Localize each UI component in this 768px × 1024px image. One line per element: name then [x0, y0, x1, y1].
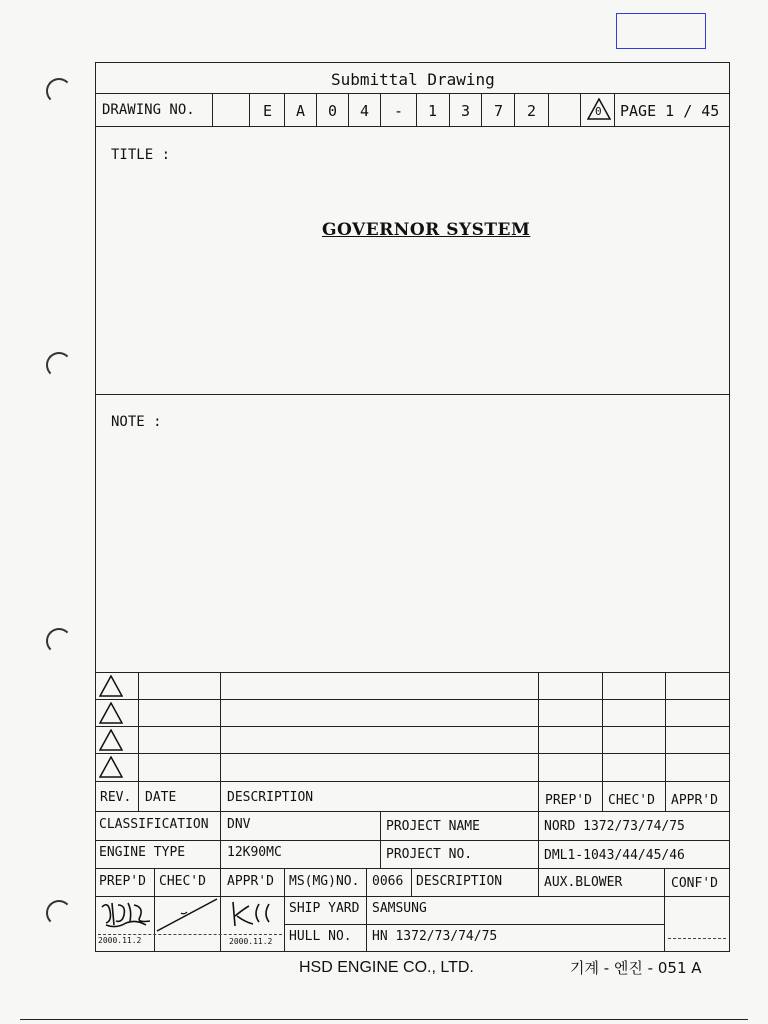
- drawing-title: GOVERNOR SYSTEM: [322, 220, 531, 240]
- info-col-line: [366, 868, 367, 952]
- classification-value: DNV: [227, 817, 251, 832]
- cell-divider: [548, 93, 549, 126]
- drawing-no-char-1: E: [263, 102, 273, 120]
- revision-header-line: [95, 811, 730, 812]
- ship-yard-label: SHIP YARD: [289, 901, 360, 916]
- prepd-signature: [98, 899, 152, 937]
- drawing-no-char-7: 3: [461, 102, 471, 120]
- title-note-divider: [95, 394, 730, 395]
- revision-col-line: [602, 672, 603, 811]
- prepd-date: 2000.11.2: [98, 936, 142, 945]
- description-header: DESCRIPTION: [227, 790, 314, 805]
- apprd-label: APPR'D: [227, 874, 274, 889]
- ms-no-value: 0066: [372, 874, 404, 889]
- project-no-value: DML1-1043/44/45/46: [544, 848, 685, 863]
- punch-hole-3: [46, 628, 72, 654]
- form-code: 기계 - 엔진 - 051 A: [570, 959, 702, 977]
- cell-divider: [481, 93, 482, 126]
- revision-triangle-icon: [99, 702, 123, 728]
- checd-header: CHEC'D: [608, 793, 655, 808]
- info-col-line: [538, 811, 539, 896]
- project-name-label: PROJECT NAME: [386, 819, 480, 834]
- info-row-line: [284, 924, 664, 925]
- revision-triangle-icon: [99, 675, 123, 701]
- apprd-signature: [227, 900, 279, 934]
- info-row-line: [95, 840, 730, 841]
- confd-dashed-line: [668, 938, 726, 939]
- revision-row-line: [95, 781, 730, 782]
- cell-divider: [284, 93, 285, 126]
- apprd-header: APPR'D: [671, 793, 718, 808]
- drawing-no-char-2: A: [296, 102, 306, 120]
- page-label: PAGE 1 / 45: [620, 102, 720, 120]
- checked-strikeout: [155, 897, 219, 937]
- cell-divider: [348, 93, 349, 126]
- header-divider: [95, 93, 730, 94]
- engine-type-label: ENGINE TYPE: [99, 845, 186, 860]
- cell-divider: [449, 93, 450, 126]
- cell-divider: [316, 93, 317, 126]
- revision-col-line: [665, 672, 666, 811]
- prepd-label: PREP'D: [99, 874, 146, 889]
- checd-label: CHEC'D: [159, 874, 206, 889]
- revision-mark: 0: [595, 105, 602, 118]
- drawing-no-char-5: -: [394, 102, 404, 120]
- cell-divider: [580, 93, 581, 126]
- drawing-no-char-8: 7: [494, 102, 504, 120]
- punch-hole-2: [46, 352, 72, 378]
- hull-no-value: HN 1372/73/74/75: [372, 929, 498, 944]
- drawing-no-char-4: 4: [360, 102, 370, 120]
- info-col-line: [664, 868, 665, 952]
- cell-divider: [249, 93, 250, 126]
- info-col-line: [284, 868, 285, 952]
- punch-hole-4: [46, 900, 72, 926]
- title-label: TITLE :: [111, 147, 171, 163]
- revision-triangle-icon: [99, 729, 123, 755]
- drawing-no-label: DRAWING NO.: [102, 102, 195, 118]
- date-header: DATE: [145, 790, 177, 805]
- project-no-label: PROJECT NO.: [386, 847, 473, 862]
- cell-divider: [212, 93, 213, 126]
- revision-col-line: [538, 672, 539, 811]
- company-name: HSD ENGINE CO., LTD.: [299, 959, 474, 976]
- revision-row-line: [95, 726, 730, 727]
- hull-no-label: HULL NO.: [289, 929, 352, 944]
- revision-triangle-icon: [99, 756, 123, 782]
- revision-row-line: [95, 699, 730, 700]
- cell-divider: [380, 93, 381, 126]
- drawing-no-char-6: 1: [428, 102, 438, 120]
- page-bottom-rule: [20, 1019, 748, 1020]
- revision-col-line: [138, 672, 139, 811]
- cell-divider: [614, 93, 615, 126]
- drawing-no-char-9: 2: [527, 102, 537, 120]
- cell-divider: [416, 93, 417, 126]
- signature-dashed-line: [98, 934, 282, 935]
- engine-type-value: 12K90MC: [227, 845, 282, 860]
- revision-table-top: [95, 672, 730, 673]
- blue-stamp-box: [616, 13, 706, 49]
- revision-row-line: [95, 753, 730, 754]
- sheet-title: Submittal Drawing: [331, 70, 495, 89]
- rev-header: REV.: [100, 790, 132, 805]
- ms-no-label: MS(MG)NO.: [289, 874, 360, 889]
- prepd-header: PREP'D: [545, 793, 592, 808]
- ship-yard-value: SAMSUNG: [372, 901, 427, 916]
- header-divider-2: [95, 126, 730, 127]
- revision-col-line: [220, 672, 221, 811]
- note-label: NOTE :: [111, 414, 162, 430]
- cell-divider: [514, 93, 515, 126]
- description-value: AUX.BLOWER: [544, 875, 623, 890]
- info-row-line: [95, 868, 730, 869]
- apprd-date: 2000.11.2: [229, 937, 273, 946]
- description-label: DESCRIPTION: [416, 874, 503, 889]
- project-name-value: NORD 1372/73/74/75: [544, 819, 685, 834]
- info-col-line: [380, 811, 381, 868]
- confd-label: CONF'D: [671, 876, 718, 891]
- drawing-no-char-3: 0: [328, 102, 338, 120]
- punch-hole-1: [46, 78, 72, 104]
- info-col-line: [220, 811, 221, 952]
- classification-label: CLASSIFICATION: [99, 817, 209, 832]
- info-col-line: [411, 868, 412, 896]
